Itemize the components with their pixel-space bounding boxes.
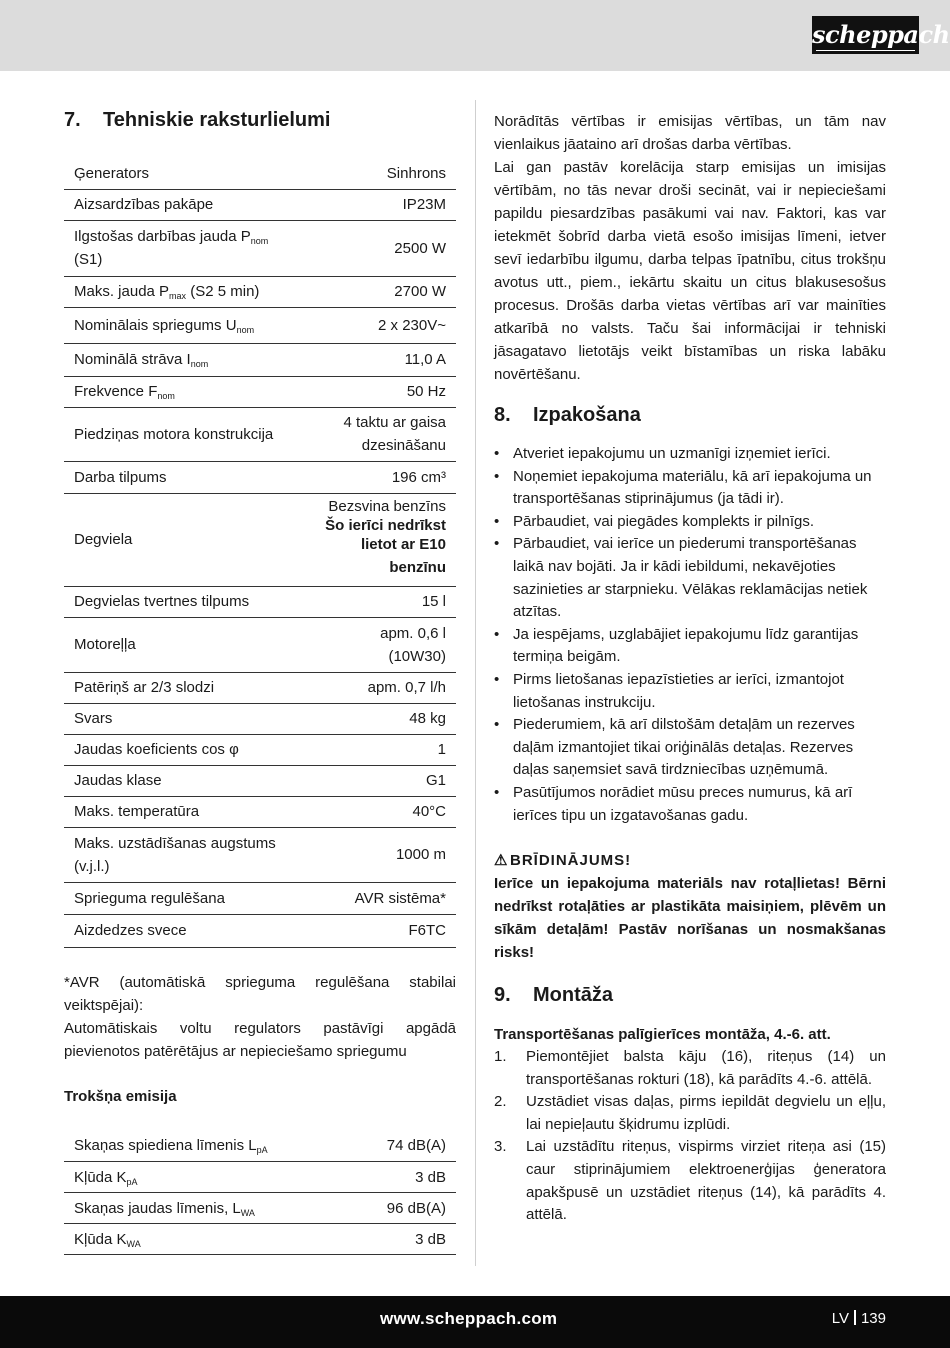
intro-paragraph-1: Norādītās vērtības ir emisijas vērtības, un tām nav vienlaikus jāataino arī drošas darba vērtības.	[494, 113, 886, 153]
list-item: • Noņemiet iepakojuma materiālu, kā arī iepakojuma un transportēšanas stiprinājumus (ja tādi ir).	[494, 467, 872, 508]
spec-value: F6TC	[304, 914, 456, 947]
spec-table	[64, 158, 456, 948]
spec-label: Nominālā strāva $I_{nom}$	[64, 343, 304, 376]
list-item: • Pārbaudiet, vai piegādes komplekts ir pilnīgs.	[494, 511, 886, 534]
spec-value: apm. 0,7 l/h	[304, 672, 456, 703]
table-row	[64, 307, 456, 343]
table-row	[64, 1162, 456, 1193]
unpacking-list	[494, 443, 886, 827]
table-row	[64, 796, 456, 827]
table-row	[64, 827, 456, 882]
header-band	[0, 0, 950, 71]
spec-value: AVR sistēma*	[304, 882, 456, 914]
noise-value: 3 dB	[350, 1162, 456, 1193]
bullet: •	[494, 512, 500, 530]
assembly-subtitle: Transportēšanas palīgierīces montāža, 4.-6. att.	[494, 1026, 831, 1044]
table-row	[64, 703, 456, 734]
spec-value: Sinhrons	[304, 158, 456, 189]
table-row	[64, 672, 456, 703]
section-9-heading: 9. Montāža	[494, 984, 613, 1007]
list-item: • Atveriet iepakojumu un uzmanīgi izņemiet ierīci.	[494, 443, 886, 466]
step-number: 3.	[494, 1138, 507, 1156]
noise-emission-heading: Trokšņa emisija	[64, 1087, 177, 1105]
table-row	[64, 407, 456, 461]
step-number: 2.	[494, 1093, 507, 1111]
warning-title: ⚠ BRĪDINĀJUMS!	[494, 849, 886, 872]
table-row	[64, 493, 456, 586]
bullet: •	[494, 467, 500, 485]
list-item: 1. Piemontējiet balsta kāju (16), riteņus (14) un transportēšanas rokturi (18), kā parādīts 4.-6. attēlā.	[494, 1048, 886, 1088]
table-row	[64, 765, 456, 796]
spec-label: Maks. temperatūra	[64, 796, 304, 827]
page-indicator	[832, 1296, 886, 1342]
spec-label: Maks. uzstādīšanas augstums (v.j.l.)	[64, 827, 304, 882]
table-row	[64, 461, 456, 493]
table-row	[64, 220, 456, 276]
spec-label: Maks. jauda $P_{max}$ (S2 5 min)	[64, 276, 304, 307]
spec-value: 40°C	[304, 796, 456, 827]
spec-label: Svars	[64, 703, 304, 734]
warning-block	[494, 849, 886, 964]
noise-label: Skaņas jaudas līmenis, $L_{WA}$	[64, 1193, 350, 1224]
spec-label: Jaudas koeficients cos φ	[64, 734, 304, 765]
table-row	[64, 914, 456, 947]
spec-value: 15 l	[304, 586, 456, 617]
spec-value: 48 kg	[304, 703, 456, 734]
noise-value: 3 dB	[350, 1224, 456, 1255]
language-code: LV	[831, 1310, 849, 1327]
list-item: 2. Uzstādiet visas daļas, pirms iepildāt degvielu un eļļu, lai nepieļautu šķidrumu izplūdi.	[494, 1093, 886, 1133]
spec-label: Sprieguma regulēšana	[64, 882, 304, 914]
table-row	[64, 734, 456, 765]
table-row	[64, 158, 456, 189]
table-row	[64, 617, 456, 672]
spec-value: 2700 W	[304, 276, 456, 307]
bullet: •	[494, 625, 500, 643]
table-row	[64, 276, 456, 307]
noise-label: Kļūda $K_{pA}$	[64, 1162, 350, 1193]
table-row	[64, 1131, 456, 1162]
noise-value: 96 dB(A)	[350, 1193, 456, 1224]
list-item: • Piederumiem, kā arī dilstošām detaļām un rezerves daļām izmantojiet tikai oriģinālās detaļas. Rezerves daļas saņemsiet savā tirdzniecības uzņēmumā.	[494, 716, 855, 779]
list-item: 3. Lai uzstādītu riteņus, vispirms virziet riteņa asi (15) caur stiprinājumiem elektroenerģijas ģeneratora apakšpusē un uzstādiet riteņus (14), kā parādīts 4. attēlā.	[494, 1138, 886, 1224]
spec-label: Motoreļļa	[64, 617, 304, 672]
list-item: • Pasūtījumos norādiet mūsu preces numurus, kā arī ierīces tipu un izgatavošanas gadu.	[494, 783, 853, 824]
step-number: 1.	[494, 1048, 507, 1066]
noise-value: 74 dB(A)	[350, 1131, 456, 1162]
section-8-heading: 8. Izpakošana	[494, 404, 641, 426]
spec-value: 196 cm³	[304, 461, 456, 493]
spec-value: G1	[304, 765, 456, 796]
bullet: •	[494, 716, 500, 734]
warning-icon: ⚠	[494, 852, 509, 870]
spec-label: Degviela	[64, 493, 304, 586]
spec-value: 1000 m	[304, 827, 456, 882]
bullet: •	[494, 445, 500, 462]
avr-note-2: Automātiskais voltu regulators pastāvīgi apgādā pievienotos patērētājus ar nepieciešamo spriegumu	[64, 1019, 456, 1060]
intro-paragraph-2: Lai gan pastāv korelācija starp emisijas un imisijas vērtībām, no tās nevar droši secināt, vai ir nepieciešami papildu piesardzības pasākumi vai nav. Faktori, kas var ietekmēt šobrīd darba vietā esošo imisijas līmeni, ietver sevī iedarbību ilgumu, darba telpas īpatnību, citus trokšņu avotus utt., piem., iekārtu skaitu un citus blakusesošus procesus. Drošās darba vietas vērtības arī var mainīties atkarībā no valsts. Taču šai informācijai ir tehniski jāsagatavo lietotājs veikt bīstamības un riska labāku novērtēšanu.	[494, 159, 886, 383]
spec-value: IP23M	[304, 189, 456, 220]
spec-label: Piedziņas motora konstrukcija	[64, 407, 304, 461]
list-item: • Pārbaudiet, vai ierīce un piederumi transportēšanas laikā nav bojāti. Ja ir kādi iebildumi, nekavējoties sazinieties ar starpnieku. Vēlākas reklamācijas netiek atzītas.	[494, 535, 868, 621]
spec-label: Frekvence $F_{nom}$	[64, 376, 304, 407]
table-row	[64, 1193, 456, 1224]
table-row	[64, 376, 456, 407]
noise-label: Skaņas spiediena līmenis $L_{pA}$	[64, 1131, 350, 1162]
bullet: •	[494, 535, 500, 553]
spec-value: 50 Hz	[304, 376, 456, 407]
spec-value: Bezsvina benzīns Šo ierīci nedrīkst lietot ar E10 benzīnu	[304, 493, 456, 586]
spec-value: 2500 W	[304, 220, 456, 276]
spec-label: Nominālais spriegums $U_{nom}$	[64, 307, 304, 343]
section-7-heading: 7. Tehniskie raksturlielumi	[64, 109, 331, 131]
spec-label: Aizsardzības pakāpe	[64, 189, 304, 220]
table-row	[64, 343, 456, 376]
spec-value: 4 taktu ar gaisa dzesināšanu	[304, 407, 456, 461]
spec-label: Patēriņš ar 2/3 slodzi	[64, 672, 304, 703]
noise-table	[64, 1131, 456, 1256]
spec-value: 1	[304, 734, 456, 765]
column-divider	[475, 100, 476, 1266]
spec-label: Degvielas tvertnes tilpums	[64, 586, 304, 617]
spec-label: Aizdedzes svece	[64, 914, 304, 947]
footer	[0, 1296, 950, 1348]
scheppach-logo: scheppach	[812, 16, 919, 54]
spec-label: Ilgstošas darbības jauda $P_{nom}$ (S1)	[64, 220, 304, 276]
warning-text: Ierīce un iepakojuma materiāls nav rotaļlietas! Bērni nedrīkst rotaļāties ar plastikāta maisiņiem, plēvēm un sīkām detaļām! Pastāv norīšanas un nosmakšanas risks!	[494, 875, 886, 962]
spec-label: Jaudas klase	[64, 765, 304, 796]
noise-label: Kļūda $K_{WA}$	[64, 1224, 350, 1255]
footer-url: www.scheppach.com	[380, 1309, 558, 1328]
bullet: •	[494, 783, 500, 801]
right-column	[494, 110, 886, 1227]
bullet: •	[494, 670, 500, 688]
left-column	[64, 105, 456, 1255]
table-row	[64, 1224, 456, 1255]
avr-note-1: *AVR (automātiskā sprieguma regulēšana stabilai veiktspējai):	[64, 973, 456, 1014]
table-row	[64, 189, 456, 220]
spec-value: 2 x 230V~	[304, 307, 456, 343]
list-item: • Ja iespējams, uzglabājiet iepakojumu līdz garantijas termiņa beigām.	[494, 625, 859, 666]
spec-label: Ģenerators	[64, 158, 304, 189]
spec-value: 11,0 A	[304, 343, 456, 376]
spec-label: Darba tilpums	[64, 461, 304, 493]
assembly-steps	[494, 1046, 886, 1227]
table-row	[64, 586, 456, 617]
page-number: 139	[860, 1310, 886, 1327]
table-row	[64, 882, 456, 914]
separator	[854, 1310, 856, 1325]
list-item: • Pirms lietošanas iepazīstieties ar ierīci, izmantojot lietošanas instrukciju.	[494, 670, 844, 711]
spec-value: apm. 0,6 l (10W30)	[304, 617, 456, 672]
